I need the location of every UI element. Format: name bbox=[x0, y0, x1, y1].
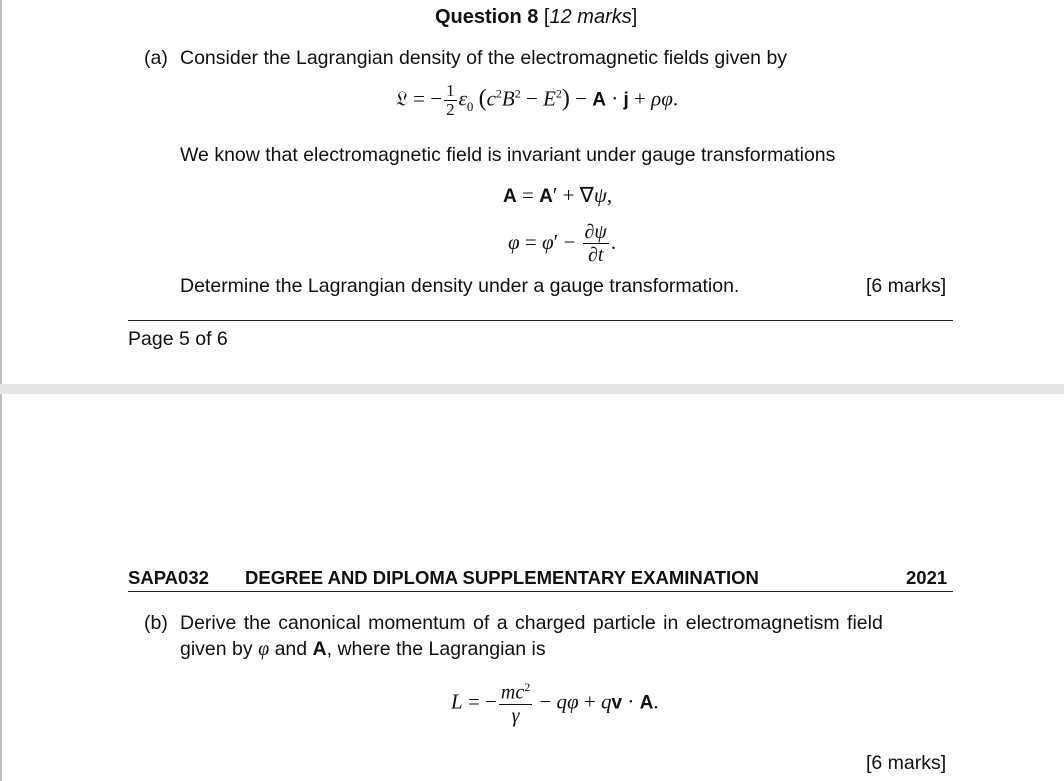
part-a-task: Determine the Lagrangian density under a gauge transformation. bbox=[180, 275, 740, 297]
part-a-marks: [6 marks] bbox=[866, 275, 947, 297]
part-b-marks: [6 marks] bbox=[866, 752, 947, 774]
question-marks: 12 marks bbox=[549, 6, 632, 28]
part-b-text-line2: given by φ and A, where the Lagrangian is bbox=[180, 638, 546, 660]
question-heading: Question 8 [12 marks] bbox=[435, 6, 638, 28]
part-b-label: (b) bbox=[144, 612, 168, 634]
page-number: Page 5 of 6 bbox=[128, 328, 228, 350]
part-b-text-line1: Derive the canonical momentum of a charged particle in electromagnetism field bbox=[180, 612, 883, 634]
page-separator bbox=[0, 384, 1064, 394]
exam-year: 2021 bbox=[906, 567, 948, 588]
gauge-equation-a: A = A′ + ∇ψ, bbox=[503, 183, 613, 207]
exam-title: DEGREE AND DIPLOMA SUPPLEMENTARY EXAMINATION bbox=[245, 567, 759, 588]
lagrangian-equation: L = − $\frac{mc^2}{\gamma}$ − qφ + qv · A. bbox=[451, 680, 659, 727]
lagrangian-density-equation: 𝔏 = − $\frac{1}{2}$ $\varepsilon_0$ $(c^2B^2 - E^2) - A \cdot j + \rho\varphi$. bbox=[396, 81, 679, 119]
footer-rule bbox=[128, 320, 953, 321]
gauge-equation-phi: φ = φ′ − $\frac{\partial\psi}{\partial t}$ . bbox=[508, 221, 617, 266]
question-title: Question 8 bbox=[435, 6, 539, 28]
part-a-intro: Consider the Lagrangian density of the electromagnetic fields given by bbox=[180, 47, 788, 69]
gauge-text: We know that electromagnetic field is invariant under gauge transformations bbox=[180, 144, 836, 166]
header-rule bbox=[128, 591, 953, 592]
part-a-label: (a) bbox=[144, 47, 168, 69]
exam-code: SAPA032 bbox=[128, 567, 209, 588]
